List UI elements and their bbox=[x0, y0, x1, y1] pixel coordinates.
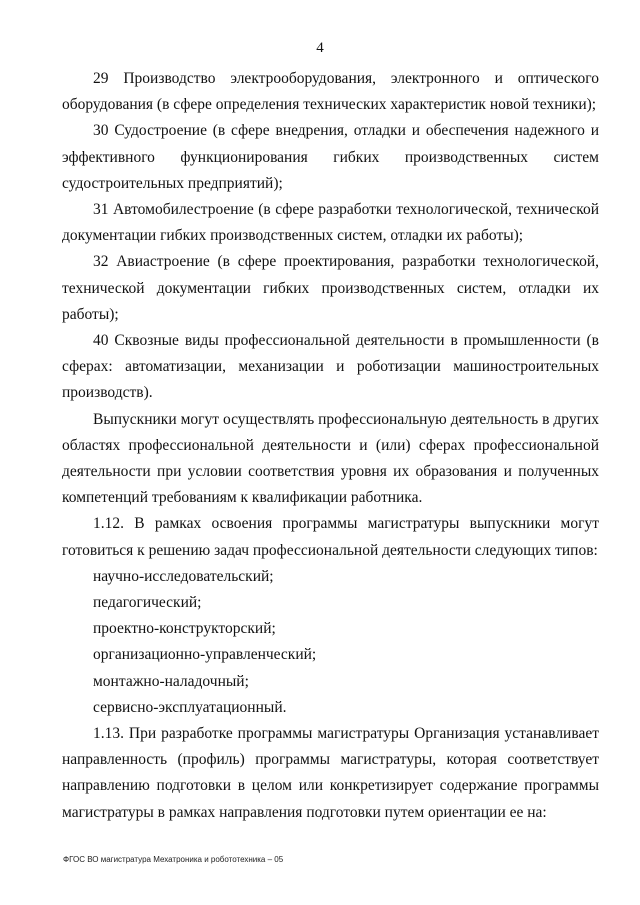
paragraph-40: 40 Сквозные виды профессиональной деятельности в промышленности (в сферах: автоматизации, механизации и роботизации машиностроительных производств). bbox=[62, 332, 599, 402]
paragraph-1-12: 1.12. В рамках освоения программы магистратуры выпускники могут готовиться к решению задач профессиональной деятельности следующих типов: bbox=[62, 515, 599, 559]
paragraph-graduates: Выпускники могут осуществлять профессиональную деятельность в других областях профессиональной деятельности и (или) сферах профессиональной деятельности при условии соответствия уровня их образования и полученных компетенций требованиям к квалификации работника. bbox=[62, 410, 599, 507]
list-item-task-type: организационно-управленческий; bbox=[93, 646, 317, 664]
document-body bbox=[62, 66, 599, 826]
list-item-task-type: сервисно-эксплуатационный. bbox=[93, 698, 287, 716]
list-item-task-type: педагогический; bbox=[93, 594, 202, 612]
page-footer: ФГОС ВО магистратура Мехатроника и робототехника – 05 bbox=[63, 855, 284, 864]
paragraph-29: 29 Производство электрооборудования, электронного и оптического оборудования (в сфере определения технических характеристик новой техники); bbox=[62, 70, 599, 114]
page-number: 4 bbox=[316, 40, 324, 56]
list-item-task-type: научно-исследовательский; bbox=[93, 567, 274, 585]
paragraph-30: 30 Судостроение (в сфере внедрения, отладки и обеспечения надежного и эффективного функционирования гибких производственных систем судостроительных предприятий); bbox=[62, 122, 599, 192]
paragraph-31: 31 Автомобилестроение (в сфере разработки технологической, технической документации гибких производственных систем, отладки их работы); bbox=[62, 201, 599, 245]
list-item-task-type: проектно-конструкторский; bbox=[93, 620, 276, 638]
paragraph-1-13: 1.13. При разработке программы магистратуры Организация устанавливает направленность (профиль) программы магистратуры, которая соответствует направлению подготовки в целом или конкретизирует содержание программы магистратуры в рамках направления подготовки путем ориентации ее на: bbox=[62, 725, 599, 821]
list-item-task-type: монтажно-наладочный; bbox=[93, 672, 249, 690]
paragraph-32: 32 Авиастроение (в сфере проектирования, разработки технологической, технической документации гибких производственных систем, отладки их работы); bbox=[62, 253, 599, 323]
